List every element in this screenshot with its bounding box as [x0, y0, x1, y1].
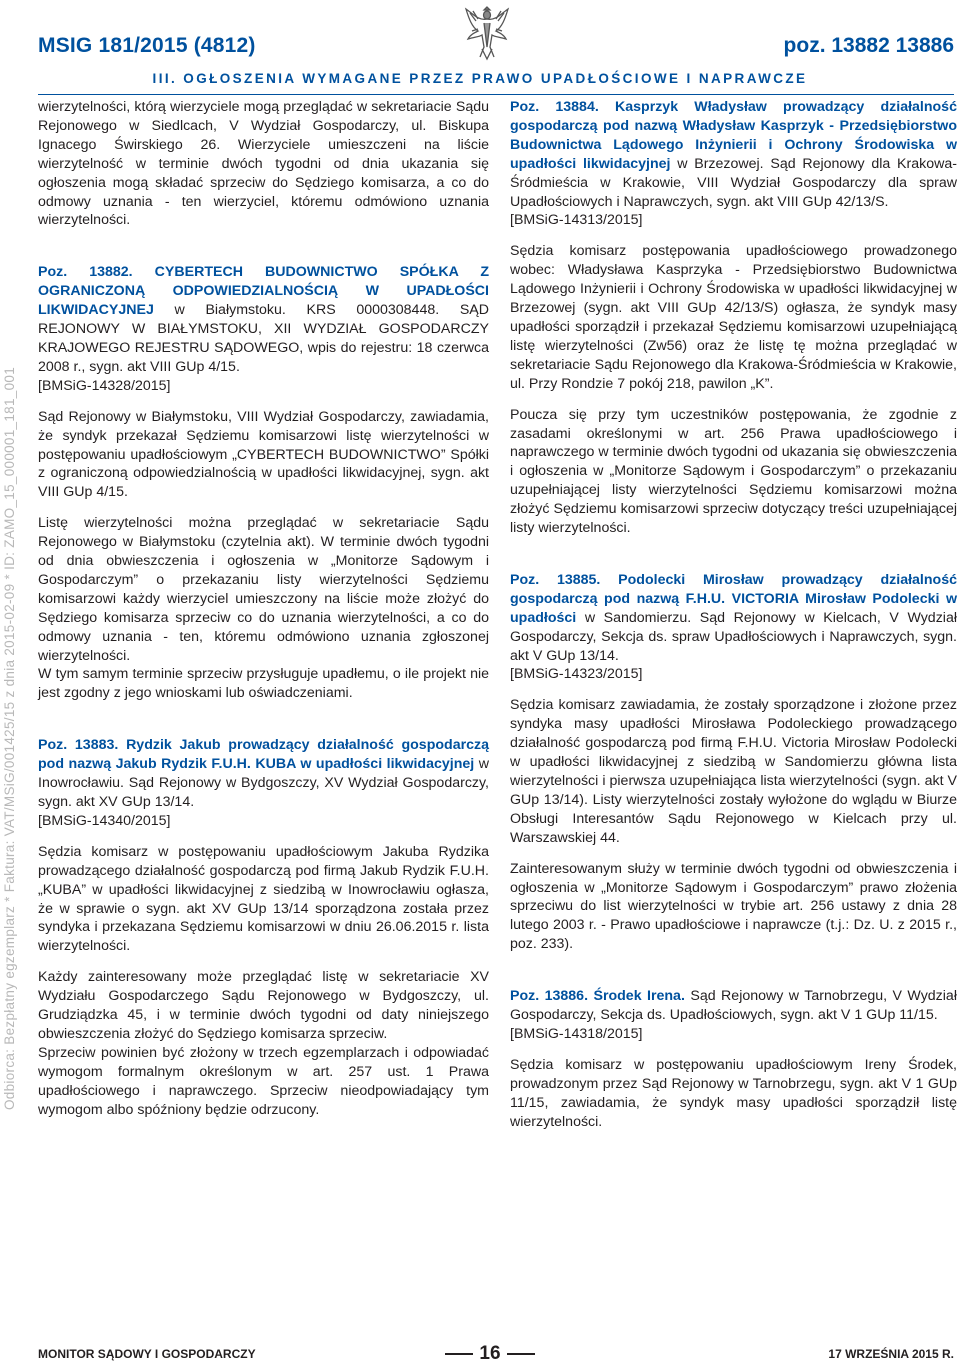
entry-court: w Inowrocławiu. Sąd Rejonowy w Bydgoszczy, XV Wydział Gospodarczy, sygn. akt XV GUp 13/14. [38, 756, 489, 810]
entry-number: Poz. 13882. [38, 264, 133, 281]
entry-court: w Brzezowej. Sąd Rejonowy dla Krakowa-Śródmieścia w Krakowie, VIII Wydział Gospodarczy dla spraw Upadłościowych i Naprawczych, sygn. akt VIII GUp 42/13/S. [510, 155, 957, 210]
left-column [38, 98, 489, 1120]
entry-paragraph: Listę wierzytelności można przeglądać w sekretariacie Sądu Rejonowego w Białymstoku (czytelnia akt). W terminie dwóch tygodni od dnia obwieszczenia i ogłoszenia w „Monitorze Sądowym i Gospodarczym” o przekazaniu listy wierzytelności Sędziemu komisarzowi każdy wierzyciel umieszczony na liście może złożyć do Sędziego komisarza sprzeciw co do uznania wierzytelności, a co do odmowy uznania - ten, któremu odmówiono uznania zgłoszonej wierzytelności. [38, 515, 489, 664]
entry-debtor: Rydzik Jakub prowadzący działalność gospodarczą pod nazwą Jakub Rydzik F.U.H. KUBA w upadłości likwidacyjnej [38, 737, 489, 773]
entry-debtor: CYBERTECH BUDOWNICTWO SPÓŁKA Z OGRANICZONĄ ODPOWIEDZIALNOŚCIĄ W UPADŁOŚCI LIKWIDACYJNEJ [38, 264, 489, 319]
entry-number: Poz. 13886. [510, 988, 589, 1005]
header-divider [38, 94, 954, 95]
entry-13886 [510, 987, 957, 1131]
section-title: III. OGŁOSZENIA WYMAGANE PRZEZ PRAWO UPADŁOŚCIOWE I NAPRAWCZE [152, 71, 808, 86]
entry-number: Poz. 13883. [38, 737, 119, 754]
entry-paragraph: Poucza się przy tym uczestników postępowania, że zgodnie z zasadami określonymi w art. 256 Prawa upadłościowego i naprawczego w terminie dwóch tygodni od ukazania się obwieszczenia i ogłoszenia w „Monitorze Sądowym i Gospodarczym” o przekazaniu uzupełniającej listy wierzytelności Sędziemu komisarzowi można złożyć Sędziemu komisarzowi sprzeciw dotyczący treści uzupełniającej listy wierzytelności. [510, 406, 957, 537]
entry-debtor: Podolecki Mirosław prowadzący działalność gospodarczą pod nazwą F.H.U. VICTORIA Mirosław Podolecki w upadłości [510, 571, 957, 626]
entry-debtor: Kasprzyk Władysław prowadzący działalność gospodarczą pod nazwą Władysław Kasprzyk - Przedsiębiorstwo Budownictwa Lądowego Inżynierii i Ochrony Środowiska w upadłości likwidacyjnej [510, 99, 957, 172]
entry-13883 [38, 736, 489, 1119]
entry-number: Poz. 13884. [510, 99, 599, 115]
entry-code: [BMSiG-14340/2015] [38, 812, 171, 829]
side-watermark-text: Odbiorca: Bezpłatny egzemplarz * Faktura: VAT/MSiG/001425/15 z dnia 2015-02-09 * ID: ZAMO_15_000001_181_001 [2, 366, 17, 1110]
entry-court: w Sandomierzu. Sąd Rejonowy w Kielcach, V Wydział Gospodarczy, Sekcja ds. spraw Upadłościowych i Naprawczych, sygn. akt V GUp 13/14. [510, 609, 957, 664]
entry-range: poz. 13882 13886 [783, 34, 954, 57]
entry-code: [BMSiG-14313/2015] [510, 212, 643, 229]
entry-paragraph: Sędzia komisarz w postępowaniu upadłościowym Jakuba Rydzika prowadzącego działalność gospodarczą pod firmą Jakub Rydzik F.U.H. „KUBA” w upadłości likwidacyjnej z siedzibą w Inowrocławiu ogłasza, że w sprawie o sygn. akt XV GUp 13/14 sporządzona została przez syndyka i przekazana Sędziemu komisarzowi w dniu 26.06.2015 r. lista wierzytelności. [38, 843, 489, 955]
entry-code: [BMSiG-14323/2015] [510, 666, 643, 683]
page-dash [507, 1353, 535, 1355]
journal-name: MONITOR SĄDOWY I GOSPODARCZY [38, 1347, 256, 1361]
page-number-block [430, 1343, 550, 1365]
entry-court: w Białymstoku. KRS 0000308448. SĄD REJONOWY W BIAŁYMSTOKU, XII WYDZIAŁ GOSPODARCZY KRAJOWEGO REJESTRU SĄDOWEGO, wpis do rejestru: 18 czerwca 2008 r., sygn. akt VIII GUp 4/15. [38, 302, 489, 375]
entry-code: [BMSiG-14318/2015] [510, 1025, 643, 1042]
entry-debtor: Środek Irena. [593, 988, 685, 1005]
entry-paragraph: W tym samym terminie sprzeciw przysługuje upadłemu, o ile projekt nie jest zgodny z jego wnioskami lub oświadczeniami. [38, 666, 489, 702]
entry-paragraph: Zainteresowanym służy w terminie dwóch tygodni od obwieszczenia i ogłoszenia w „Monitorze Sądowym i Gospodarczym” prawo złożenia sprzeciwu do list wierzytelności w trybie art. 256 ustawy z dnia 28 lutego 2003 r. - Prawo upadłościowe i naprawcze (t.j.: Dz. U. z 2015 r., poz. 233). [510, 860, 957, 953]
entry-heading [510, 571, 957, 666]
entry-heading [510, 98, 957, 211]
entry-heading [38, 736, 489, 812]
entry-paragraph: Sprzeciw powinien być złożony w trzech egzemplarzach i odpowiadać wymogom formalnym określonym w art. 257 ust. 1 Prawa upadłościowego i naprawczego. Sprzeciw nieodpowiadający tym wymogom albo spóźniony będzie odrzucony. [38, 1044, 489, 1118]
page-dash [445, 1353, 473, 1355]
right-column [510, 98, 957, 1132]
polish-eagle-emblem [464, 3, 510, 61]
journal-issue: MSIG 181/2015 (4812) [38, 34, 256, 57]
entry-13885 [510, 571, 957, 954]
entry-code: [BMSiG-14328/2015] [38, 377, 171, 394]
continued-text: wierzytelności, którą wierzyciele mogą przeglądać w sekretariacie Sądu Rejonowego w Siedlcach, V Wydział Gospodarczy, ul. Biskupa Ignacego Świrskiego 26. Wierzyciele umieszczeni na liście wierzytelność w terminie dwóch tygodni od dnia ukazania się ogłoszenia mogą składać sprzeciw do Sędziego komisarza, a co do odmowy uznania - ten wierzyciel, któremu odmówiono uznania wierzytelności. [38, 99, 489, 229]
issue-date: 17 WRZEŚNIA 2015 R. [828, 1347, 954, 1361]
entry-paragraph: Sędzia komisarz w postępowaniu upadłościowym Ireny Środek, prowadzonym przez Sąd Rejonowy w Tarnobrzegu, sygn. akt V 1 GUp 11/15, zawiadamia, że syndyk masy upadłości sporządził listę wierzytelności. [510, 1056, 957, 1130]
entry-number: Poz. 13885. [510, 571, 601, 588]
side-watermark [0, 290, 16, 1290]
page-number: 16 [479, 1343, 501, 1364]
entry-13882 [38, 263, 489, 703]
entry-paragraph: Sędzia komisarz postępowania upadłościowego prowadzonego wobec: Władysława Kasprzyka - Przedsiębiorstwo Budownictwa Lądowego Inżynierii i Ochrony Środowiska w upadłości likwidacyjnej w Brzezowej (sygn. akt VIII GUp 42/13/S) ogłasza, że syndyk masy upadłości sporządził i przekazał Sędziemu komisarzowi uzupełniającą listę wierzytelności (Zw56) oraz że listę tę można przeglądać w sekretariacie Sądu Rejonowego dla Krakowa-Śródmieścia w Krakowie, ul. Przy Rondzie 7 pokój 218, pawilon „K”. [510, 243, 957, 392]
entry-paragraph: Sędzia komisarz zawiadamia, że zostały sporządzone i złożone przez syndyka masy upadłości Mirosława Podoleckiego prowadzącego działalność gospodarczą pod firmą F.H.U. Victoria Mirosław Podolecki w upadłości likwidacyjnej z siedzibą w Sandomierzu główna lista wierzytelności i pierwsza uzupełniająca lista wierzytelności (sygn. akt V GUp 13/14). Listy wierzytelności zostały wyłożone do wglądu w Biurze Obsługi Interesantów Sądu Rejonowego w Kielcach przy ul. Warszawskiej 44. [510, 697, 957, 846]
entry-paragraph: Każdy zainteresowany może przeglądać listę w sekretariacie XV Wydziału Gospodarczego Sądu Rejonowego w Bydgoszczy, ul. Grudziądzka 45, i w terminie dwóch tygodni od daty niniejszego obwieszczenia złożyć do Sędziego komisarza sprzeciw. [38, 969, 489, 1042]
entry-heading [510, 987, 957, 1025]
entry-paragraph: Sąd Rejonowy w Białymstoku, VIII Wydział Gospodarczy, zawiadamia, że syndyk przekazał Sędziemu komisarzowi listę wierzytelności w postępowaniu upadłościowym „CYBERTECH BUDOWNICTWO” Spółki z ograniczoną odpowiedzialnością w upadłości likwidacyjnej, sygn. akt VIII GUp 4/15. [38, 408, 489, 501]
entry-court: Sąd Rejonowy w Tarnobrzegu, V Wydział Gospodarczy, Sekcja ds. Upadłościowych, sygn. akt V 1 GUp 11/15. [510, 988, 957, 1024]
entry-heading [38, 263, 489, 376]
entry-13884 [510, 98, 957, 538]
